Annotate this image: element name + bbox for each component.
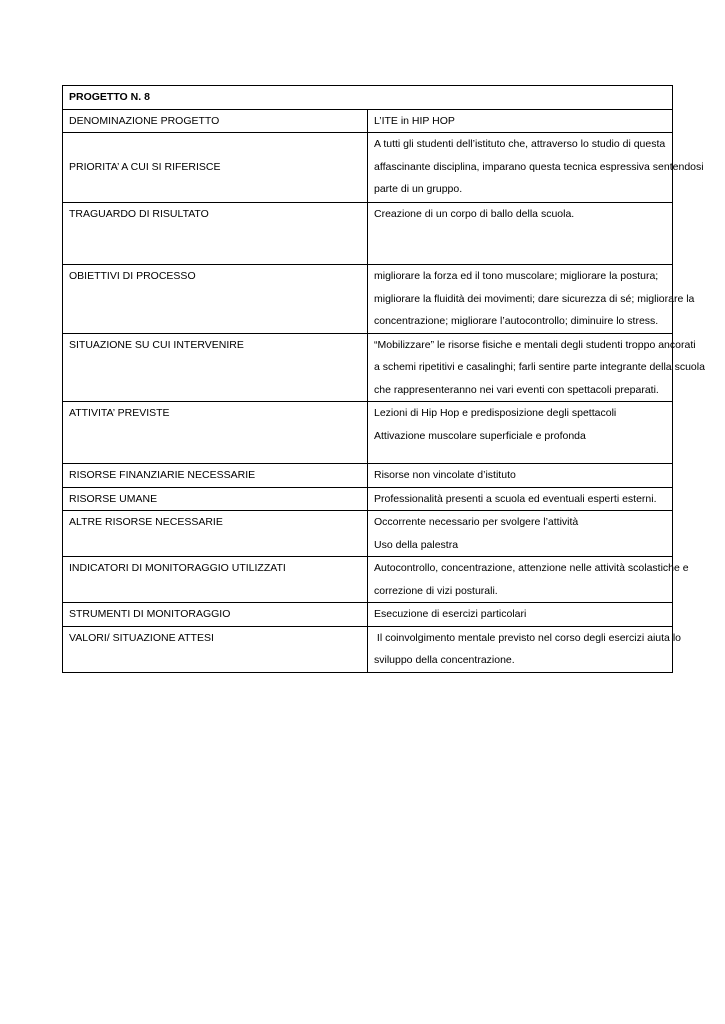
table-row xyxy=(63,511,673,557)
row-value xyxy=(368,265,695,334)
row-value xyxy=(368,557,689,603)
row-value xyxy=(368,109,673,133)
table-row xyxy=(63,109,673,133)
row-value xyxy=(368,133,704,203)
value-line: L’ITE in HIP HOP xyxy=(374,114,455,127)
value-line: Uso della palestra xyxy=(374,538,459,551)
project-title: PROGETTO N. 8 xyxy=(63,86,673,110)
row-label: INDICATORI DI MONITORAGGIO UTILIZZATI xyxy=(63,557,368,603)
row-label: STRUMENTI DI MONITORAGGIO xyxy=(63,603,368,627)
row-label: VALORI/ SITUAZIONE ATTESI xyxy=(63,626,368,672)
row-value xyxy=(368,511,673,557)
table-row xyxy=(63,265,673,334)
table-row xyxy=(63,487,673,511)
table-row xyxy=(63,333,673,402)
table-row xyxy=(63,603,673,627)
value-line: Autocontrollo, concentrazione, attenzione nelle attività scolastiche e xyxy=(374,562,689,574)
row-label: ATTIVITA’ PREVISTE xyxy=(63,402,368,464)
project-table xyxy=(62,85,705,673)
row-value xyxy=(368,487,673,511)
value-line: che rappresenteranno nei vari eventi con spettacoli preparati. xyxy=(374,383,659,396)
row-label: RISORSE FINANZIARIE NECESSARIE xyxy=(63,464,368,488)
row-label: ALTRE RISORSE NECESSARIE xyxy=(63,511,368,557)
value-line: migliorare la fluidità dei movimenti; dare sicurezza di sé; migliorare la xyxy=(374,292,695,305)
row-label: RISORSE UMANE xyxy=(63,487,368,511)
value-line: migliorare la forza ed il tono muscolare; migliorare la postura; xyxy=(374,270,659,282)
table-header-row xyxy=(63,86,673,110)
value-line: Occorrente necessario per svolgere l’attività xyxy=(374,516,579,528)
row-label: DENOMINAZIONE PROGETTO xyxy=(63,109,368,133)
table-row xyxy=(63,203,673,265)
table-row xyxy=(63,464,673,488)
row-label: SITUAZIONE SU CUI INTERVENIRE xyxy=(63,333,368,402)
value-line: correzione di vizi posturali. xyxy=(374,584,498,597)
table-row xyxy=(63,557,673,603)
row-value xyxy=(368,333,705,402)
row-value xyxy=(368,603,673,627)
value-line: Creazione di un corpo di ballo della scuola. xyxy=(374,208,575,220)
table-row xyxy=(63,133,673,203)
row-value xyxy=(368,402,673,464)
value-line: parte di un gruppo. xyxy=(374,183,463,195)
value-line: Attivazione muscolare superficiale e profonda xyxy=(374,429,586,442)
row-label: TRAGUARDO DI RISULTATO xyxy=(63,203,368,265)
row-label: OBIETTIVI DI PROCESSO xyxy=(63,265,368,334)
value-line: concentrazione; migliorare l’autocontrollo; diminuire lo stress. xyxy=(374,315,659,327)
value-line: Il coinvolgimento mentale previsto nel corso degli esercizi aiuta lo xyxy=(374,631,681,644)
value-line: Esecuzione di esercizi particolari xyxy=(374,608,527,620)
row-value xyxy=(368,626,681,672)
value-line: affascinante disciplina, imparano questa tecnica espressiva sentendosi xyxy=(374,160,704,173)
value-line: Risorse non vincolate d’istituto xyxy=(374,469,516,481)
row-label xyxy=(63,133,368,203)
value-line: Professionalità presenti a scuola ed eventuali esperti esterni. xyxy=(374,492,657,505)
value-line: sviluppo della concentrazione. xyxy=(374,654,515,666)
table-row xyxy=(63,626,673,672)
row-value xyxy=(368,464,673,488)
table-row xyxy=(63,402,673,464)
value-line: “Mobilizzare” le risorse fisiche e mentali degli studenti troppo ancorati xyxy=(374,338,696,351)
row-label-text: PRIORITA’ A CUI SI RIFERISCE xyxy=(69,161,221,173)
value-line: Lezioni di Hip Hop e predisposizione degli spettacoli xyxy=(374,407,617,419)
value-line: a schemi ripetitivi e casalinghi; farli sentire parte integrante della scuola xyxy=(374,361,705,373)
value-line: A tutti gli studenti dell’istituto che, attraverso lo studio di questa xyxy=(374,138,666,150)
row-value xyxy=(368,203,673,265)
